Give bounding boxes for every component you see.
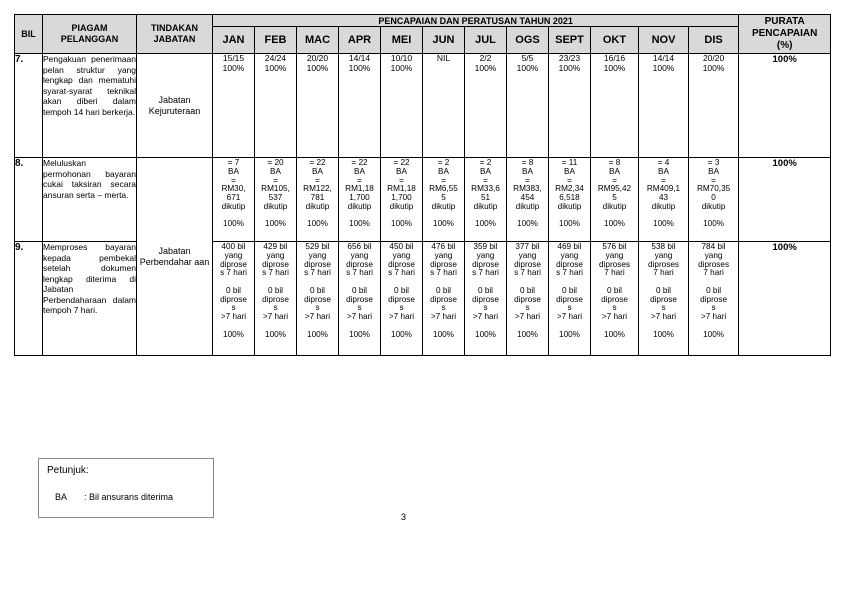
cell-line: yang bbox=[392, 250, 411, 260]
header-piagam bbox=[43, 15, 137, 54]
month-cell bbox=[639, 242, 689, 356]
cell-line: 100% bbox=[703, 329, 725, 339]
header-purata-line: (%) bbox=[776, 40, 793, 51]
cell-line: 7 hari bbox=[703, 268, 724, 278]
cell-line: 100% bbox=[264, 62, 287, 73]
cell-line: 100% bbox=[474, 62, 497, 73]
cell-line: >7 hari bbox=[472, 312, 499, 321]
cell-line: 20/20 bbox=[306, 53, 329, 63]
cell-line: diproses bbox=[648, 259, 679, 269]
cell-line: 0 bil bbox=[561, 285, 578, 295]
cell-line: s 7 hari bbox=[346, 268, 373, 278]
cell-line: 24/24 bbox=[264, 53, 287, 63]
cell-line: dikutip bbox=[431, 201, 456, 211]
cell-line: RM70,35 bbox=[696, 184, 731, 194]
cell-line: 1,700 bbox=[391, 193, 412, 202]
month-header: SEPT bbox=[549, 27, 591, 54]
cell-line: yang bbox=[560, 250, 579, 260]
month-cell bbox=[339, 158, 381, 242]
month-cell bbox=[297, 54, 339, 158]
cell-line: dikutip bbox=[651, 201, 676, 211]
cell-line: s bbox=[483, 303, 488, 313]
month-cell bbox=[689, 158, 739, 242]
row-number: 8. bbox=[15, 158, 43, 242]
cell-line: 5 bbox=[441, 193, 446, 202]
cell-line: >7 hari bbox=[514, 312, 541, 321]
cell-line: 100% bbox=[653, 219, 674, 229]
cell-line: = bbox=[711, 175, 716, 185]
cell-line: NIL bbox=[436, 53, 451, 63]
month-header: JUL bbox=[465, 27, 507, 54]
cell-line: = bbox=[231, 175, 236, 185]
cell-line: s 7 hari bbox=[430, 268, 457, 278]
header-piagam-line: PELANGGAN bbox=[60, 34, 119, 44]
cell-line: 100% bbox=[348, 62, 371, 73]
cell-line: = 11 bbox=[561, 158, 578, 167]
cell-line: 656 bil bbox=[347, 242, 372, 251]
month-cell bbox=[549, 158, 591, 242]
cell-line: 0 bil bbox=[519, 285, 536, 295]
cell-line: diprose bbox=[556, 259, 583, 269]
cell-line: RM383, bbox=[513, 184, 542, 194]
cell-line: 400 bil bbox=[221, 242, 246, 251]
cell-line: = bbox=[441, 175, 446, 185]
month-cell bbox=[255, 54, 297, 158]
month-cell bbox=[507, 54, 549, 158]
cell-line: 7 hari bbox=[604, 268, 625, 278]
cell-line: BA bbox=[708, 166, 720, 176]
cell-line: diprose bbox=[388, 294, 415, 304]
legend-abbr: BA bbox=[55, 492, 68, 502]
month-cell bbox=[689, 54, 739, 158]
cell-line: diprose bbox=[388, 259, 415, 269]
piagam-text: Meluluskan permohonan bayaran cukai taksiran secara ansuran serta – merta. bbox=[43, 158, 137, 242]
cell-line: diprose bbox=[556, 294, 583, 304]
cell-line: 100% bbox=[433, 329, 454, 339]
month-cell bbox=[639, 54, 689, 158]
cell-line: dikutip bbox=[473, 201, 498, 211]
cell-line: RM105, bbox=[261, 184, 290, 194]
cell-line: 454 bbox=[520, 193, 535, 202]
month-cell bbox=[465, 242, 507, 356]
cell-line: 0 bil bbox=[435, 285, 452, 295]
month-cell bbox=[339, 242, 381, 356]
cell-line: s 7 hari bbox=[304, 268, 331, 278]
cell-line: 100% bbox=[702, 62, 725, 73]
month-cell bbox=[423, 242, 465, 356]
cell-line: 100% bbox=[306, 62, 329, 73]
cell-line: s 7 hari bbox=[556, 268, 583, 278]
cell-line: = 22 bbox=[393, 158, 410, 167]
cell-line: >7 hari bbox=[304, 312, 331, 321]
cell-line: 100% bbox=[391, 329, 412, 339]
cell-line: s bbox=[441, 303, 446, 313]
month-cell bbox=[297, 158, 339, 242]
cell-line: diprose bbox=[346, 294, 373, 304]
month-header: JUN bbox=[423, 27, 465, 54]
cell-line: diprose bbox=[430, 294, 457, 304]
cell-line: 100% bbox=[265, 219, 286, 229]
cell-line: 0 bil bbox=[477, 285, 494, 295]
cell-line: dikutip bbox=[347, 201, 372, 211]
cell-line: diprose bbox=[262, 294, 289, 304]
cell-line: BA bbox=[438, 166, 449, 176]
cell-line: diprose bbox=[472, 294, 499, 304]
cell-line: s bbox=[399, 303, 404, 313]
cell-line: 671 bbox=[226, 193, 241, 202]
cell-line: = bbox=[661, 175, 666, 185]
cell-line: diprose bbox=[304, 294, 331, 304]
cell-line: = 3 bbox=[707, 158, 720, 167]
cell-line: diprose bbox=[650, 294, 677, 304]
cell-line: 100% bbox=[223, 329, 244, 339]
cell-line: 100% bbox=[703, 219, 725, 229]
cell-line: >7 hari bbox=[601, 312, 628, 321]
cell-line: 538 bil bbox=[651, 242, 676, 251]
cell-line: diprose bbox=[700, 294, 727, 304]
cell-line: dikutip bbox=[389, 201, 414, 211]
cell-line: RM2,34 bbox=[555, 184, 584, 194]
cell-line: BA bbox=[522, 166, 533, 176]
header-purata bbox=[739, 15, 831, 54]
legend-box bbox=[38, 458, 214, 518]
cell-line: 100% bbox=[652, 62, 675, 73]
cell-line: 10/10 bbox=[390, 53, 413, 63]
month-cell bbox=[213, 54, 255, 158]
jabatan-cell: Jabatan Perbendahar aan bbox=[137, 158, 213, 356]
cell-line: s 7 hari bbox=[262, 268, 289, 278]
cell-line: 2/2 bbox=[479, 53, 492, 63]
cell-line: 100% bbox=[391, 219, 412, 229]
cell-line: diproses bbox=[599, 259, 630, 269]
cell-line: 100% bbox=[390, 62, 413, 73]
cell-line: RM6,55 bbox=[429, 184, 458, 194]
cell-line: = bbox=[315, 175, 320, 185]
cell-line: RM95,42 bbox=[597, 184, 632, 194]
cell-line: >7 hari bbox=[430, 312, 457, 321]
month-cell bbox=[549, 242, 591, 356]
header-piagam-line: PIAGAM bbox=[71, 23, 108, 33]
cell-line: yang bbox=[518, 250, 537, 260]
cell-line: 100% bbox=[475, 219, 496, 229]
performance-table bbox=[14, 14, 831, 356]
month-cell bbox=[689, 242, 739, 356]
cell-line: diproses bbox=[698, 259, 730, 269]
cell-line: s 7 hari bbox=[472, 268, 499, 278]
cell-line: = 22 bbox=[309, 158, 326, 167]
cell-line: 0 bil bbox=[351, 285, 368, 295]
cell-line: = bbox=[357, 175, 362, 185]
cell-line: s bbox=[315, 303, 320, 313]
cell-line: 6,518 bbox=[559, 193, 580, 202]
cell-line: = 2 bbox=[479, 158, 492, 167]
cell-line: diprose bbox=[262, 259, 289, 269]
month-cell bbox=[465, 158, 507, 242]
cell-line: 43 bbox=[658, 193, 669, 202]
header-tindakan bbox=[137, 15, 213, 54]
cell-line: 100% bbox=[349, 219, 370, 229]
page-number: 3 bbox=[401, 512, 407, 522]
cell-line: 100% bbox=[517, 219, 538, 229]
month-cell bbox=[423, 158, 465, 242]
cell-line: dikutip bbox=[305, 201, 330, 211]
cell-line: s 7 hari bbox=[514, 268, 541, 278]
cell-line: yang bbox=[704, 250, 723, 260]
cell-line: s bbox=[711, 303, 716, 313]
cell-line: 359 bil bbox=[473, 242, 498, 251]
cell-line: dikutip bbox=[221, 201, 246, 211]
cell-line: BA bbox=[480, 166, 491, 176]
cell-line: s bbox=[231, 303, 236, 313]
cell-line: BA bbox=[270, 166, 281, 176]
purata-value: 100% bbox=[739, 242, 831, 356]
cell-line: diprose bbox=[601, 294, 628, 304]
cell-line: diprose bbox=[220, 294, 247, 304]
month-header: APR bbox=[339, 27, 381, 54]
cell-line: = 22 bbox=[351, 158, 368, 167]
cell-line: yang bbox=[350, 250, 369, 260]
month-cell bbox=[381, 242, 423, 356]
cell-line: 5 bbox=[612, 193, 617, 202]
cell-line: >7 hari bbox=[262, 312, 289, 321]
cell-line: 0 bil bbox=[225, 285, 242, 295]
cell-line: 377 bil bbox=[515, 242, 540, 251]
month-header: OGS bbox=[507, 27, 549, 54]
month-header: FEB bbox=[255, 27, 297, 54]
cell-line: 100% bbox=[307, 329, 328, 339]
month-cell bbox=[213, 242, 255, 356]
header-purata-line: PURATA bbox=[764, 16, 805, 27]
cell-line: 537 bbox=[268, 193, 283, 202]
cell-line: s bbox=[357, 303, 362, 313]
cell-line: = 7 bbox=[227, 158, 240, 167]
month-cell bbox=[381, 54, 423, 158]
cell-line: >7 hari bbox=[650, 312, 677, 321]
cell-line: >7 hari bbox=[700, 312, 727, 321]
cell-line: s 7 hari bbox=[220, 268, 247, 278]
cell-line: 100% bbox=[516, 62, 539, 73]
cell-line: BA bbox=[228, 166, 239, 176]
month-cell bbox=[297, 242, 339, 356]
month-header: JAN bbox=[213, 27, 255, 54]
cell-line: 784 bil bbox=[701, 242, 726, 251]
row-number: 7. bbox=[15, 54, 43, 158]
table-row bbox=[15, 54, 831, 158]
cell-line: 0 bil bbox=[267, 285, 284, 295]
cell-line: >7 hari bbox=[556, 312, 583, 321]
cell-line: yang bbox=[266, 250, 285, 260]
cell-line: 0 bil bbox=[706, 285, 722, 295]
month-cell bbox=[339, 54, 381, 158]
cell-line: RM1,18 bbox=[345, 184, 374, 194]
cell-line: 23/23 bbox=[558, 53, 581, 63]
month-cell bbox=[423, 54, 465, 158]
cell-line: 7 hari bbox=[653, 268, 674, 278]
cell-line: s bbox=[661, 303, 666, 313]
cell-line: 469 bil bbox=[557, 242, 582, 251]
cell-line: 100% bbox=[223, 219, 244, 229]
cell-line: 0 bil bbox=[606, 285, 623, 295]
cell-line: 100% bbox=[603, 62, 626, 73]
month-header: NOV bbox=[639, 27, 689, 54]
month-header: MEI bbox=[381, 27, 423, 54]
header-purata-line: PENCAPAIAN bbox=[751, 28, 818, 39]
cell-line: s bbox=[273, 303, 278, 313]
month-cell bbox=[255, 242, 297, 356]
cell-line: 100% bbox=[222, 62, 245, 73]
cell-line: 14/14 bbox=[652, 53, 675, 63]
cell-line: diprose bbox=[514, 259, 541, 269]
cell-line: BA bbox=[658, 166, 669, 176]
cell-line: 100% bbox=[604, 219, 625, 229]
legend-title: Petunjuk: bbox=[47, 465, 89, 476]
cell-line: 429 bil bbox=[263, 242, 288, 251]
row-number: 9. bbox=[15, 242, 43, 356]
jabatan-cell: Jabatan Kejuruteraan bbox=[137, 54, 213, 158]
header-pencapaian: PENCAPAIAN DAN PERATUSAN TAHUN 2021 bbox=[213, 15, 739, 27]
month-cell bbox=[591, 242, 639, 356]
cell-line: = 4 bbox=[657, 158, 670, 167]
cell-line: 51 bbox=[480, 193, 491, 202]
cell-line: BA bbox=[312, 166, 323, 176]
cell-line: = bbox=[525, 175, 530, 185]
cell-line: diprose bbox=[220, 259, 247, 269]
month-cell bbox=[255, 158, 297, 242]
cell-line: = 8 bbox=[521, 158, 534, 167]
cell-line: 15/15 bbox=[222, 53, 245, 63]
month-cell bbox=[639, 158, 689, 242]
cell-line: = bbox=[483, 175, 488, 185]
cell-line: = bbox=[612, 175, 617, 185]
cell-line: dikutip bbox=[557, 201, 582, 211]
header-tindakan-line: TINDAKAN bbox=[151, 23, 198, 33]
cell-line: diprose bbox=[430, 259, 457, 269]
header-row-top bbox=[15, 15, 831, 27]
cell-line: 100% bbox=[559, 219, 580, 229]
cell-line: 450 bil bbox=[389, 242, 414, 251]
cell-line: 529 bil bbox=[305, 242, 330, 251]
cell-line: s bbox=[612, 303, 617, 313]
purata-value: 100% bbox=[739, 158, 831, 242]
month-cell bbox=[591, 158, 639, 242]
cell-line: 781 bbox=[310, 193, 325, 202]
cell-line: = bbox=[273, 175, 278, 185]
cell-line: BA bbox=[396, 166, 407, 176]
cell-line: 100% bbox=[349, 329, 370, 339]
month-cell bbox=[549, 54, 591, 158]
cell-line: yang bbox=[605, 250, 624, 260]
cell-line: yang bbox=[654, 250, 673, 260]
cell-line: 100% bbox=[653, 329, 674, 339]
month-cell bbox=[507, 158, 549, 242]
month-cell bbox=[591, 54, 639, 158]
month-cell bbox=[507, 242, 549, 356]
cell-line: BA bbox=[564, 166, 575, 176]
cell-line: diprose bbox=[472, 259, 499, 269]
cell-line: RM409,1 bbox=[646, 184, 681, 194]
table-body bbox=[15, 54, 831, 356]
header-bil: BIL bbox=[15, 15, 43, 54]
cell-line: RM122, bbox=[303, 184, 332, 194]
cell-line: 20/20 bbox=[702, 53, 725, 63]
cell-line: dikutip bbox=[515, 201, 540, 211]
cell-line: 0 bil bbox=[309, 285, 326, 295]
cell-line: diprose bbox=[346, 259, 373, 269]
cell-line: >7 hari bbox=[220, 312, 247, 321]
month-header: MAC bbox=[297, 27, 339, 54]
legend-description: : Bil ansurans diterima bbox=[84, 492, 174, 502]
cell-line: 16/16 bbox=[603, 53, 626, 63]
cell-line: 476 bil bbox=[431, 242, 456, 251]
cell-line: 576 bil bbox=[602, 242, 627, 251]
cell-line: 5/5 bbox=[521, 53, 534, 63]
cell-line: >7 hari bbox=[388, 312, 415, 321]
cell-line: 100% bbox=[517, 329, 538, 339]
cell-line: 0 bil bbox=[393, 285, 410, 295]
cell-line: RM1,18 bbox=[387, 184, 416, 194]
cell-line: diprose bbox=[304, 259, 331, 269]
cell-line: = bbox=[399, 175, 404, 185]
cell-line: dikutip bbox=[701, 201, 726, 211]
cell-line: yang bbox=[476, 250, 495, 260]
month-cell bbox=[465, 54, 507, 158]
piagam-text: Memproses bayaran kepada pembekal setelah dokumen lengkap diterima di Jabatan Perbendaharaan dalam tempoh 7 hari. bbox=[43, 242, 137, 356]
cell-line: 100% bbox=[307, 219, 328, 229]
cell-line: dikutip bbox=[263, 201, 288, 211]
purata-value: 100% bbox=[739, 54, 831, 158]
cell-line: 100% bbox=[604, 329, 625, 339]
cell-line: = bbox=[567, 175, 572, 185]
cell-line: BA bbox=[354, 166, 365, 176]
cell-line: s bbox=[525, 303, 530, 313]
cell-line: s 7 hari bbox=[388, 268, 415, 278]
cell-line: 100% bbox=[558, 62, 581, 73]
cell-line: = 2 bbox=[437, 158, 450, 167]
cell-line: diprose bbox=[514, 294, 541, 304]
cell-line: yang bbox=[308, 250, 327, 260]
cell-line: 100% bbox=[265, 329, 286, 339]
piagam-text: Pengakuan penerimaan pelan struktur yang lengkap dan mematuhi syarat-syarat teknikal akan diberi dalam tempoh 14 hari berkerja. bbox=[43, 54, 137, 158]
month-cell bbox=[213, 158, 255, 242]
cell-line: 100% bbox=[475, 329, 496, 339]
cell-line: BA bbox=[609, 166, 620, 176]
cell-line: 1,700 bbox=[349, 193, 370, 202]
cell-line: RM33,6 bbox=[471, 184, 500, 194]
cell-line: s bbox=[567, 303, 572, 313]
header-tindakan-line: JABATAN bbox=[153, 34, 196, 44]
month-header: DIS bbox=[689, 27, 739, 54]
month-header: OKT bbox=[591, 27, 639, 54]
cell-line: yang bbox=[434, 250, 453, 260]
cell-line: RM30, bbox=[221, 184, 246, 194]
cell-line: dikutip bbox=[602, 201, 627, 211]
cell-line: 14/14 bbox=[348, 53, 371, 63]
cell-line: 100% bbox=[433, 219, 454, 229]
cell-line: = 8 bbox=[608, 158, 621, 167]
cell-line: = 20 bbox=[267, 158, 284, 167]
cell-line: >7 hari bbox=[346, 312, 373, 321]
cell-line: yang bbox=[224, 250, 243, 260]
cell-line: 100% bbox=[559, 329, 580, 339]
month-cell bbox=[381, 158, 423, 242]
cell-line: 0 bbox=[711, 193, 716, 202]
table-row bbox=[15, 158, 831, 242]
cell-line: 0 bil bbox=[655, 285, 672, 295]
